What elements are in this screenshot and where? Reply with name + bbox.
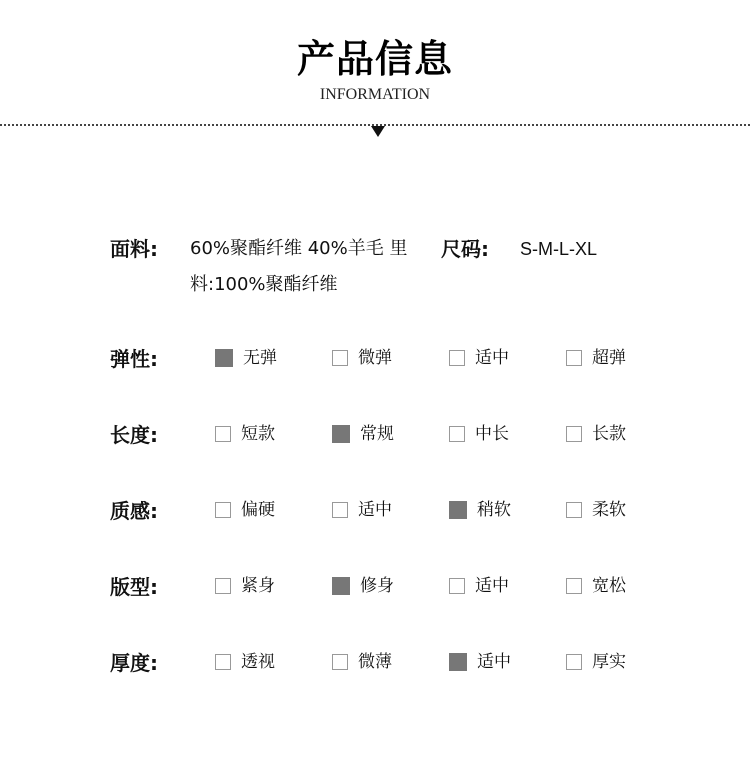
attribute-option[interactable] <box>215 576 275 596</box>
unchecked-checkbox[interactable] <box>566 426 582 442</box>
attribute-label: 厚度: <box>110 651 158 675</box>
option-label: 柔软 <box>592 500 626 520</box>
unchecked-checkbox[interactable] <box>449 578 465 594</box>
option-label: 厚实 <box>592 652 626 672</box>
attribute-option[interactable] <box>449 652 511 672</box>
attribute-option[interactable] <box>215 500 275 520</box>
checked-checkbox[interactable] <box>449 653 467 671</box>
page-title: 产品信息 <box>296 37 453 81</box>
option-label: 适中 <box>358 500 392 520</box>
option-label: 适中 <box>477 652 511 672</box>
page-subtitle: INFORMATION <box>319 86 431 103</box>
unchecked-checkbox[interactable] <box>449 426 465 442</box>
attribute-label: 质感: <box>110 499 158 523</box>
option-label: 中长 <box>475 424 509 444</box>
fabric-composition-line1: 60%聚酯纤维 40%羊毛 里 <box>190 238 408 259</box>
option-label: 微薄 <box>358 652 392 672</box>
attribute-option[interactable] <box>449 576 509 596</box>
unchecked-checkbox[interactable] <box>332 350 348 366</box>
attribute-option[interactable] <box>566 576 626 596</box>
unchecked-checkbox[interactable] <box>566 350 582 366</box>
attribute-option[interactable] <box>566 348 626 368</box>
unchecked-checkbox[interactable] <box>332 654 348 670</box>
attribute-option[interactable] <box>566 500 626 520</box>
attribute-option[interactable] <box>332 652 392 672</box>
unchecked-checkbox[interactable] <box>566 502 582 518</box>
checked-checkbox[interactable] <box>332 577 350 595</box>
unchecked-checkbox[interactable] <box>566 654 582 670</box>
attribute-option[interactable] <box>332 576 394 596</box>
fabric-composition-line2: 料:100%聚酯纤维 <box>190 274 338 295</box>
unchecked-checkbox[interactable] <box>215 502 231 518</box>
option-label: 超弹 <box>592 348 626 368</box>
size-value: S-M-L-XL <box>520 239 598 259</box>
attribute-option[interactable] <box>449 424 509 444</box>
size-label: 尺码: <box>441 237 489 261</box>
down-arrow-icon <box>371 126 385 137</box>
option-label: 稍软 <box>477 500 511 520</box>
checked-checkbox[interactable] <box>215 349 233 367</box>
option-label: 无弹 <box>243 348 277 368</box>
option-label: 修身 <box>360 576 394 596</box>
attribute-label: 版型: <box>110 575 158 599</box>
unchecked-checkbox[interactable] <box>215 578 231 594</box>
attribute-option[interactable] <box>215 652 275 672</box>
option-label: 紧身 <box>241 576 275 596</box>
unchecked-checkbox[interactable] <box>449 350 465 366</box>
attribute-option[interactable] <box>332 500 392 520</box>
attribute-option[interactable] <box>215 348 277 368</box>
attribute-option[interactable] <box>332 348 392 368</box>
option-label: 透视 <box>241 652 275 672</box>
option-label: 适中 <box>475 576 509 596</box>
checked-checkbox[interactable] <box>449 501 467 519</box>
unchecked-checkbox[interactable] <box>332 502 348 518</box>
attribute-option[interactable] <box>449 348 509 368</box>
unchecked-checkbox[interactable] <box>566 578 582 594</box>
attribute-option[interactable] <box>215 424 275 444</box>
option-label: 宽松 <box>592 576 626 596</box>
checked-checkbox[interactable] <box>332 425 350 443</box>
attribute-label: 弹性: <box>110 347 158 371</box>
option-label: 常规 <box>360 424 394 444</box>
fabric-label: 面料: <box>110 237 158 261</box>
option-label: 长款 <box>592 424 626 444</box>
attribute-option[interactable] <box>332 424 394 444</box>
option-label: 偏硬 <box>241 500 275 520</box>
option-label: 适中 <box>475 348 509 368</box>
attribute-option[interactable] <box>566 652 626 672</box>
option-label: 微弹 <box>358 348 392 368</box>
unchecked-checkbox[interactable] <box>215 426 231 442</box>
unchecked-checkbox[interactable] <box>215 654 231 670</box>
attribute-label: 长度: <box>110 423 158 447</box>
attribute-option[interactable] <box>566 424 626 444</box>
attribute-option[interactable] <box>449 500 511 520</box>
option-label: 短款 <box>241 424 275 444</box>
